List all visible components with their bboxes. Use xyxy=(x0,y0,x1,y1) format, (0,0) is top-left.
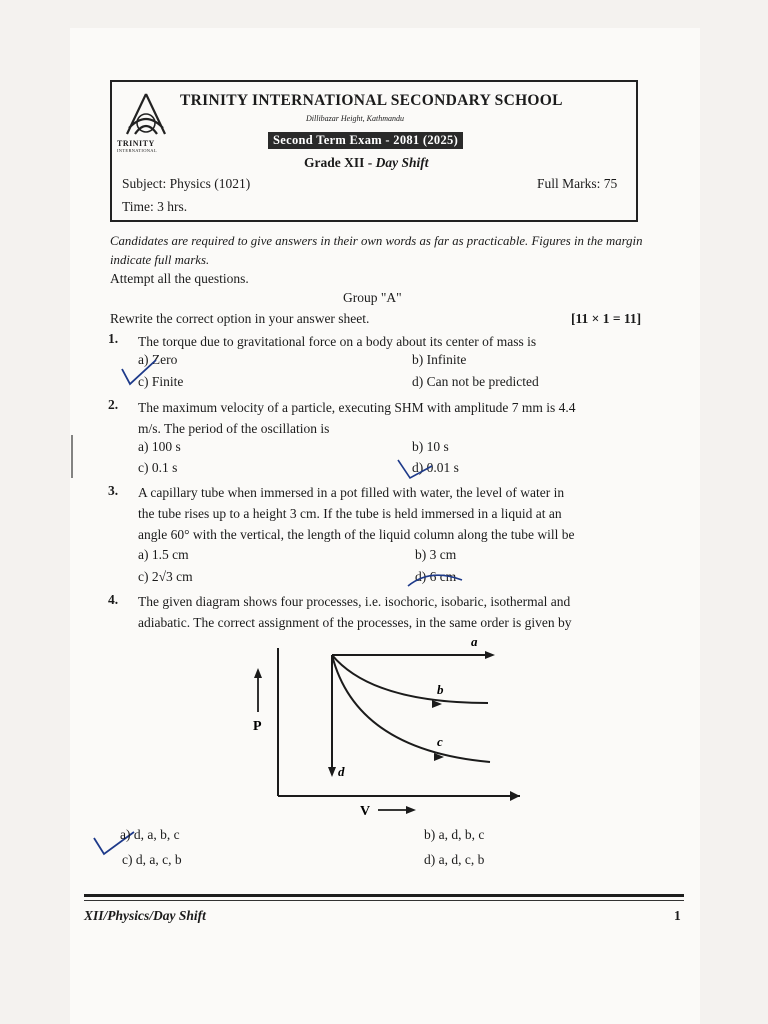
full-marks: Full Marks: 75 xyxy=(537,176,618,191)
subject: Subject: Physics (1021) xyxy=(122,176,251,191)
option-a: a) 1.5 cm xyxy=(138,547,189,562)
question-text-line: the tube rises up to a height 3 cm. If the tube is held immersed in a liquid at an xyxy=(138,506,562,521)
logo-text: TRINITY xyxy=(117,139,155,148)
process-a-arrow-icon xyxy=(485,651,495,659)
p-label: P xyxy=(253,719,262,734)
shift: Day Shift xyxy=(375,155,429,170)
option-b: b) 10 s xyxy=(412,439,449,454)
rewrite-instruction: Rewrite the correct option in your answer sheet. xyxy=(110,311,370,326)
question-text-line: angle 60° with the vertical, the length of the liquid column along the tube will be xyxy=(138,527,575,542)
curve-label-d: d xyxy=(338,764,345,779)
curve-label-c: c xyxy=(437,734,443,749)
v-arrow-head-icon xyxy=(406,806,416,814)
option-c: c) 2√3 cm xyxy=(138,569,193,584)
attempt-text: Attempt all the questions. xyxy=(110,271,249,286)
option-b: b) 3 cm xyxy=(415,547,457,562)
option-d: d) 0.01 s xyxy=(412,460,459,475)
question-number: 3. xyxy=(108,483,119,498)
handwritten-check-icon xyxy=(398,460,432,478)
question-text-line: m/s. The period of the oscillation is xyxy=(138,421,330,436)
instructions: Candidates are required to give answers in their own words as far as practicable. Figures in the margin indicate full marks. xyxy=(110,234,643,267)
question-number: 2. xyxy=(108,397,119,412)
question-number: 1. xyxy=(108,331,119,346)
option-d: d) a, d, c, b xyxy=(424,852,485,867)
option-d: d) 6 cm xyxy=(415,569,457,584)
curve-label-a: a xyxy=(471,634,478,649)
question-text-line: A capillary tube when immersed in a pot filled with water, the level of water in xyxy=(138,485,565,500)
option-d: d) Can not be predicted xyxy=(412,374,539,389)
x-axis-arrow-icon xyxy=(510,791,520,801)
handwritten-check-icon xyxy=(122,360,156,384)
process-b-curve xyxy=(332,655,488,703)
page-number: 1 xyxy=(674,908,681,923)
question-text-line: The maximum velocity of a particle, executing SHM with amplitude 7 mm is 4.4 xyxy=(138,400,576,415)
question-text: The torque due to gravitational force on a body about its center of mass is xyxy=(138,334,537,349)
handwritten-check-icon xyxy=(408,575,462,586)
time: Time: 3 hrs. xyxy=(122,199,188,214)
grade: Grade XII - xyxy=(304,155,373,170)
option-c: c) 0.1 s xyxy=(138,460,178,475)
option-a: a) d, a, b, c xyxy=(120,827,180,842)
option-b: b) a, d, b, c xyxy=(424,827,485,842)
question-number: 4. xyxy=(108,592,119,607)
school-name: TRINITY INTERNATIONAL SECONDARY SCHOOL xyxy=(180,92,563,109)
question-text-line: The given diagram shows four processes, i.e. isochoric, isobaric, isothermal and xyxy=(138,594,571,609)
option-b: b) Infinite xyxy=(412,352,467,367)
footer-text: XII/Physics/Day Shift xyxy=(84,908,206,923)
option-a: a) Zero xyxy=(138,352,178,367)
option-c: c) Finite xyxy=(138,374,184,389)
logo-subtext: INTERNATIONAL xyxy=(117,148,157,153)
process-d-arrow-icon xyxy=(328,767,336,777)
question-text-line: adiabatic. The correct assignment of the processes, in the same order is given by xyxy=(138,615,572,630)
school-address: Dillibazar Height, Kathmandu xyxy=(306,114,405,123)
process-c-curve xyxy=(332,655,490,762)
p-arrow-head-icon xyxy=(254,668,262,678)
curve-label-b: b xyxy=(437,682,444,697)
exam-banner: Second Term Exam - 2081 (2025) xyxy=(268,132,463,149)
marks-allocation: [11 × 1 = 11] xyxy=(571,311,642,326)
footer-rule xyxy=(84,894,684,897)
option-a: a) 100 s xyxy=(138,439,181,454)
group-title: Group "A" xyxy=(343,290,402,305)
option-c: c) d, a, c, b xyxy=(122,852,182,867)
v-label: V xyxy=(360,804,371,819)
footer-rule-thin xyxy=(84,900,684,901)
